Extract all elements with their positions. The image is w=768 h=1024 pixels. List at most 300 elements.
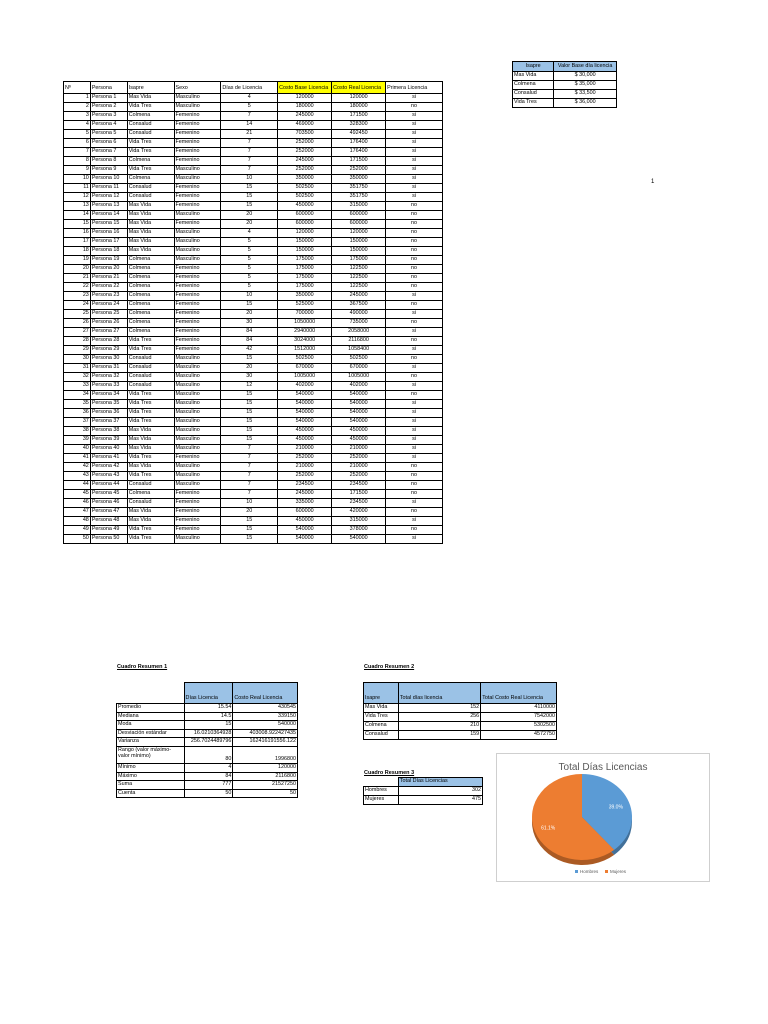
- cell-dias[interactable]: 5: [221, 274, 278, 283]
- cell-costo-real[interactable]: 171500: [332, 112, 386, 121]
- cell-sexo[interactable]: Masculino: [174, 229, 221, 238]
- pie-chart[interactable]: [496, 753, 710, 882]
- summary-cell[interactable]: 4: [184, 763, 233, 772]
- cell-num[interactable]: 7: [64, 148, 91, 157]
- cell-num[interactable]: 45: [64, 490, 91, 499]
- cell-num[interactable]: 5: [64, 130, 91, 139]
- cell-isapre[interactable]: Mas Vida: [127, 94, 174, 103]
- cell-isapre[interactable]: Consalud: [127, 184, 174, 193]
- cell-costo-base[interactable]: 252000: [278, 472, 332, 481]
- cell-persona[interactable]: Persona 21: [90, 274, 127, 283]
- chart-legend[interactable]: [575, 869, 627, 874]
- cell-costo-real[interactable]: 252000: [332, 166, 386, 175]
- cell-primera[interactable]: si: [386, 517, 443, 526]
- cell-isapre[interactable]: Vida Tres: [127, 139, 174, 148]
- cell-costo-base[interactable]: 600000: [278, 508, 332, 517]
- cell-isapre[interactable]: Consalud: [127, 355, 174, 364]
- cell-dias[interactable]: 15: [221, 427, 278, 436]
- cell-persona[interactable]: Persona 25: [90, 310, 127, 319]
- cell-costo-base[interactable]: 245000: [278, 490, 332, 499]
- cell-num[interactable]: 33: [64, 382, 91, 391]
- cell-num[interactable]: 46: [64, 499, 91, 508]
- cell-primera[interactable]: no: [386, 265, 443, 274]
- cell-primera[interactable]: si: [386, 445, 443, 454]
- cell-dias[interactable]: 5: [221, 238, 278, 247]
- cell-primera[interactable]: si: [386, 292, 443, 301]
- isapre-valor-cell[interactable]: $ 30,000: [554, 72, 617, 81]
- cell-costo-real[interactable]: 315000: [332, 202, 386, 211]
- cell-costo-base[interactable]: 2940000: [278, 328, 332, 337]
- summary-cell[interactable]: Vida Tres: [364, 713, 399, 722]
- cell-num[interactable]: 36: [64, 409, 91, 418]
- cell-primera[interactable]: no: [386, 283, 443, 292]
- cell-costo-base[interactable]: 210000: [278, 463, 332, 472]
- summary-cell[interactable]: 256: [398, 713, 480, 722]
- cell-primera[interactable]: si: [386, 139, 443, 148]
- isapre-name-cell[interactable]: Mas Vida: [513, 72, 554, 81]
- cell-persona[interactable]: Persona 20: [90, 265, 127, 274]
- cell-persona[interactable]: Persona 34: [90, 391, 127, 400]
- summary1-header-costo[interactable]: Costo Real Licencia: [233, 683, 298, 704]
- summary-cell[interactable]: 210: [398, 722, 480, 731]
- cell-costo-real[interactable]: 122500: [332, 274, 386, 283]
- cell-isapre[interactable]: Vida Tres: [127, 472, 174, 481]
- cell-isapre[interactable]: Colmena: [127, 490, 174, 499]
- cell-primera[interactable]: no: [386, 274, 443, 283]
- cell-costo-base[interactable]: 540000: [278, 409, 332, 418]
- cell-sexo[interactable]: Masculino: [174, 256, 221, 265]
- cell-isapre[interactable]: Colmena: [127, 283, 174, 292]
- cell-num[interactable]: 49: [64, 526, 91, 535]
- cell-costo-base[interactable]: 525000: [278, 301, 332, 310]
- summary-cell[interactable]: 777: [184, 781, 233, 790]
- cell-dias[interactable]: 15: [221, 400, 278, 409]
- cell-costo-real[interactable]: 540000: [332, 535, 386, 544]
- cell-dias[interactable]: 30: [221, 319, 278, 328]
- cell-isapre[interactable]: Mas Vida: [127, 220, 174, 229]
- cell-isapre[interactable]: Vida Tres: [127, 418, 174, 427]
- cell-primera[interactable]: si: [386, 157, 443, 166]
- cell-costo-base[interactable]: 502500: [278, 193, 332, 202]
- cell-costo-base[interactable]: 234500: [278, 481, 332, 490]
- cell-persona[interactable]: Persona 19: [90, 256, 127, 265]
- cell-persona[interactable]: Persona 27: [90, 328, 127, 337]
- cell-costo-base[interactable]: 540000: [278, 400, 332, 409]
- cell-costo-base[interactable]: 540000: [278, 391, 332, 400]
- cell-persona[interactable]: Persona 15: [90, 220, 127, 229]
- cell-persona[interactable]: Persona 45: [90, 490, 127, 499]
- cell-costo-real[interactable]: 450000: [332, 436, 386, 445]
- summary-cell[interactable]: 430545: [233, 704, 298, 713]
- cell-dias[interactable]: 4: [221, 94, 278, 103]
- cell-dias[interactable]: 20: [221, 310, 278, 319]
- cell-sexo[interactable]: Masculino: [174, 211, 221, 220]
- cell-costo-base[interactable]: 180000: [278, 103, 332, 112]
- cell-costo-real[interactable]: 670000: [332, 364, 386, 373]
- legend-label-hombres[interactable]: Hombres: [580, 869, 599, 874]
- cell-isapre[interactable]: Mas Vida: [127, 427, 174, 436]
- isapre-header-isapre[interactable]: Isapre: [513, 62, 554, 72]
- cell-isapre[interactable]: Vida Tres: [127, 346, 174, 355]
- cell-num[interactable]: 6: [64, 139, 91, 148]
- cell-persona[interactable]: Persona 16: [90, 229, 127, 238]
- cell-isapre[interactable]: Consalud: [127, 481, 174, 490]
- summary-cell[interactable]: 5302500: [481, 722, 557, 731]
- cell-costo-base[interactable]: 450000: [278, 202, 332, 211]
- summary-cell[interactable]: Mediana: [117, 712, 185, 721]
- header-num[interactable]: Nº: [64, 82, 91, 94]
- cell-isapre[interactable]: Colmena: [127, 301, 174, 310]
- cell-costo-real[interactable]: 367500: [332, 301, 386, 310]
- cell-primera[interactable]: si: [386, 400, 443, 409]
- cell-num[interactable]: 4: [64, 121, 91, 130]
- cell-sexo[interactable]: Femenino: [174, 283, 221, 292]
- cell-dias[interactable]: 15: [221, 409, 278, 418]
- cell-sexo[interactable]: Femenino: [174, 346, 221, 355]
- summary-cell[interactable]: 15.54: [184, 704, 233, 713]
- cell-persona[interactable]: Persona 33: [90, 382, 127, 391]
- cell-dias[interactable]: 5: [221, 283, 278, 292]
- cell-sexo[interactable]: Masculino: [174, 382, 221, 391]
- cell-dias[interactable]: 7: [221, 463, 278, 472]
- cell-isapre[interactable]: Mas Vida: [127, 202, 174, 211]
- cell-costo-base[interactable]: 252000: [278, 454, 332, 463]
- cell-num[interactable]: 1: [64, 94, 91, 103]
- cell-isapre[interactable]: Colmena: [127, 256, 174, 265]
- cell-sexo[interactable]: Masculino: [174, 373, 221, 382]
- cell-dias[interactable]: 15: [221, 202, 278, 211]
- cell-sexo[interactable]: Masculino: [174, 436, 221, 445]
- cell-primera[interactable]: no: [386, 373, 443, 382]
- cell-primera[interactable]: si: [386, 535, 443, 544]
- cell-costo-base[interactable]: 252000: [278, 166, 332, 175]
- cell-costo-base[interactable]: 210000: [278, 445, 332, 454]
- cell-sexo[interactable]: Femenino: [174, 193, 221, 202]
- cell-num[interactable]: 34: [64, 391, 91, 400]
- cell-persona[interactable]: Persona 7: [90, 148, 127, 157]
- cell-costo-base[interactable]: 252000: [278, 139, 332, 148]
- cell-persona[interactable]: Persona 24: [90, 301, 127, 310]
- cell-costo-real[interactable]: 175000: [332, 256, 386, 265]
- cell-costo-base[interactable]: 502500: [278, 355, 332, 364]
- cell-dias[interactable]: 7: [221, 445, 278, 454]
- cell-costo-real[interactable]: 210000: [332, 463, 386, 472]
- cell-isapre[interactable]: Vida Tres: [127, 391, 174, 400]
- cell-sexo[interactable]: Femenino: [174, 508, 221, 517]
- cell-costo-real[interactable]: 600000: [332, 220, 386, 229]
- cell-costo-base[interactable]: 540000: [278, 526, 332, 535]
- cell-costo-real[interactable]: 150000: [332, 238, 386, 247]
- cell-persona[interactable]: Persona 12: [90, 193, 127, 202]
- cell-num[interactable]: 23: [64, 292, 91, 301]
- isapre-name-cell[interactable]: Vida Tres: [513, 99, 554, 108]
- cell-num[interactable]: 40: [64, 445, 91, 454]
- cell-costo-real[interactable]: 120000: [332, 94, 386, 103]
- summary-cell[interactable]: 4572750: [481, 731, 557, 740]
- cell-isapre[interactable]: Colmena: [127, 175, 174, 184]
- cell-num[interactable]: 41: [64, 454, 91, 463]
- cell-costo-real[interactable]: 540000: [332, 391, 386, 400]
- cell-costo-base[interactable]: 540000: [278, 418, 332, 427]
- summary-cell[interactable]: Promedio: [117, 704, 185, 713]
- cell-primera[interactable]: no: [386, 202, 443, 211]
- cell-primera[interactable]: si: [386, 454, 443, 463]
- cell-num[interactable]: 32: [64, 373, 91, 382]
- cell-isapre[interactable]: Colmena: [127, 157, 174, 166]
- cell-primera[interactable]: si: [386, 184, 443, 193]
- cell-primera[interactable]: si: [386, 409, 443, 418]
- cell-persona[interactable]: Persona 4: [90, 121, 127, 130]
- summary1-range-costo[interactable]: 1996800: [233, 746, 298, 763]
- cell-dias[interactable]: 7: [221, 454, 278, 463]
- cell-isapre[interactable]: Mas Vida: [127, 517, 174, 526]
- cell-costo-base[interactable]: 502500: [278, 184, 332, 193]
- cell-isapre[interactable]: Mas Vida: [127, 211, 174, 220]
- cell-costo-real[interactable]: 315000: [332, 517, 386, 526]
- cell-primera[interactable]: si: [386, 130, 443, 139]
- cell-persona[interactable]: Persona 42: [90, 463, 127, 472]
- cell-primera[interactable]: si: [386, 94, 443, 103]
- cell-persona[interactable]: Persona 31: [90, 364, 127, 373]
- cell-persona[interactable]: Persona 3: [90, 112, 127, 121]
- cell-dias[interactable]: 21: [221, 130, 278, 139]
- summary-cell[interactable]: Máximo: [117, 772, 185, 781]
- summary-cell[interactable]: 162416191556.122: [233, 738, 298, 747]
- cell-dias[interactable]: 14: [221, 121, 278, 130]
- summary-cell[interactable]: Desviación estándar: [117, 729, 185, 738]
- cell-sexo[interactable]: Femenino: [174, 202, 221, 211]
- cell-dias[interactable]: 42: [221, 346, 278, 355]
- cell-persona[interactable]: Persona 29: [90, 346, 127, 355]
- cell-sexo[interactable]: Femenino: [174, 337, 221, 346]
- cell-costo-base[interactable]: 540000: [278, 535, 332, 544]
- cell-persona[interactable]: Persona 37: [90, 418, 127, 427]
- cell-costo-real[interactable]: 2116800: [332, 337, 386, 346]
- cell-persona[interactable]: Persona 9: [90, 166, 127, 175]
- summary-cell[interactable]: 84: [184, 772, 233, 781]
- cell-persona[interactable]: Persona 6: [90, 139, 127, 148]
- cell-sexo[interactable]: Femenino: [174, 274, 221, 283]
- cell-num[interactable]: 15: [64, 220, 91, 229]
- cell-sexo[interactable]: Femenino: [174, 328, 221, 337]
- cell-isapre[interactable]: Colmena: [127, 265, 174, 274]
- cell-costo-real[interactable]: 540000: [332, 409, 386, 418]
- cell-primera[interactable]: no: [386, 526, 443, 535]
- cell-costo-base[interactable]: 600000: [278, 211, 332, 220]
- cell-primera[interactable]: no: [386, 247, 443, 256]
- summary-cell[interactable]: Varianza: [117, 738, 185, 747]
- cell-costo-real[interactable]: 176400: [332, 148, 386, 157]
- header-dias[interactable]: Días de Licencia: [221, 82, 278, 94]
- cell-dias[interactable]: 10: [221, 292, 278, 301]
- cell-num[interactable]: 50: [64, 535, 91, 544]
- cell-costo-real[interactable]: 2058000: [332, 328, 386, 337]
- cell-num[interactable]: 25: [64, 310, 91, 319]
- cell-persona[interactable]: Persona 49: [90, 526, 127, 535]
- cell-persona[interactable]: Persona 36: [90, 409, 127, 418]
- cell-num[interactable]: 37: [64, 418, 91, 427]
- cell-isapre[interactable]: Vida Tres: [127, 103, 174, 112]
- cell-persona[interactable]: Persona 48: [90, 517, 127, 526]
- cell-isapre[interactable]: Consalud: [127, 382, 174, 391]
- cell-isapre[interactable]: Vida Tres: [127, 400, 174, 409]
- stray-cell-value[interactable]: 1: [651, 179, 655, 185]
- cell-primera[interactable]: no: [386, 472, 443, 481]
- cell-persona[interactable]: Persona 23: [90, 292, 127, 301]
- cell-costo-base[interactable]: 175000: [278, 274, 332, 283]
- summary-cell[interactable]: 120000: [233, 763, 298, 772]
- summary-cell[interactable]: 339150: [233, 712, 298, 721]
- cell-sexo[interactable]: Femenino: [174, 517, 221, 526]
- cell-sexo[interactable]: Masculino: [174, 463, 221, 472]
- cell-sexo[interactable]: Femenino: [174, 130, 221, 139]
- cell-costo-base[interactable]: 175000: [278, 283, 332, 292]
- isapre-name-cell[interactable]: Consalud: [513, 90, 554, 99]
- cell-costo-real[interactable]: 150000: [332, 247, 386, 256]
- cell-persona[interactable]: Persona 14: [90, 211, 127, 220]
- cell-costo-real[interactable]: 1005000: [332, 373, 386, 382]
- cell-isapre[interactable]: Colmena: [127, 319, 174, 328]
- summary2-header-costo[interactable]: Total Costo Real Licencia: [481, 683, 557, 704]
- cell-costo-real[interactable]: 252000: [332, 454, 386, 463]
- cell-isapre[interactable]: Mas Vida: [127, 508, 174, 517]
- cell-isapre[interactable]: Vida Tres: [127, 148, 174, 157]
- cell-sexo[interactable]: Masculino: [174, 391, 221, 400]
- cell-primera[interactable]: no: [386, 508, 443, 517]
- cell-dias[interactable]: 84: [221, 328, 278, 337]
- cell-costo-real[interactable]: 328300: [332, 121, 386, 130]
- cell-sexo[interactable]: Masculino: [174, 472, 221, 481]
- cell-num[interactable]: 10: [64, 175, 91, 184]
- cell-primera[interactable]: si: [386, 121, 443, 130]
- isapre-name-cell[interactable]: Colmena: [513, 81, 554, 90]
- cell-num[interactable]: 12: [64, 193, 91, 202]
- cell-num[interactable]: 3: [64, 112, 91, 121]
- cell-persona[interactable]: Persona 13: [90, 202, 127, 211]
- cell-persona[interactable]: Persona 2: [90, 103, 127, 112]
- cell-dias[interactable]: 5: [221, 103, 278, 112]
- cell-costo-real[interactable]: 735000: [332, 319, 386, 328]
- cell-primera[interactable]: si: [386, 310, 443, 319]
- cell-primera[interactable]: si: [386, 364, 443, 373]
- cell-sexo[interactable]: Femenino: [174, 148, 221, 157]
- cell-primera[interactable]: no: [386, 490, 443, 499]
- cell-primera[interactable]: si: [386, 346, 443, 355]
- cell-costo-base[interactable]: 245000: [278, 157, 332, 166]
- summary-cell[interactable]: 16.0210364928: [184, 729, 233, 738]
- cell-costo-base[interactable]: 469000: [278, 121, 332, 130]
- header-costo-base[interactable]: Costo Base Licencia: [278, 82, 332, 94]
- cell-primera[interactable]: no: [386, 238, 443, 247]
- cell-primera[interactable]: no: [386, 211, 443, 220]
- cell-sexo[interactable]: Femenino: [174, 301, 221, 310]
- cell-isapre[interactable]: Consalud: [127, 193, 174, 202]
- cell-num[interactable]: 43: [64, 472, 91, 481]
- cell-isapre[interactable]: Colmena: [127, 292, 174, 301]
- cell-sexo[interactable]: Femenino: [174, 454, 221, 463]
- summary-cell[interactable]: 302: [398, 786, 482, 795]
- header-costo-real[interactable]: Costo Real Licencia: [332, 82, 386, 94]
- cell-persona[interactable]: Persona 47: [90, 508, 127, 517]
- cell-num[interactable]: 13: [64, 202, 91, 211]
- cell-sexo[interactable]: Masculino: [174, 400, 221, 409]
- summary-cell[interactable]: Cuenta: [117, 789, 185, 798]
- cell-dias[interactable]: 5: [221, 247, 278, 256]
- cell-num[interactable]: 48: [64, 517, 91, 526]
- header-isapre[interactable]: Isapre: [127, 82, 174, 94]
- cell-isapre[interactable]: Consalud: [127, 499, 174, 508]
- cell-costo-base[interactable]: 1512000: [278, 346, 332, 355]
- cell-primera[interactable]: no: [386, 301, 443, 310]
- cell-sexo[interactable]: Femenino: [174, 292, 221, 301]
- cell-dias[interactable]: 15: [221, 184, 278, 193]
- cell-dias[interactable]: 15: [221, 391, 278, 400]
- cell-dias[interactable]: 20: [221, 508, 278, 517]
- cell-num[interactable]: 19: [64, 256, 91, 265]
- cell-primera[interactable]: no: [386, 220, 443, 229]
- cell-num[interactable]: 26: [64, 319, 91, 328]
- cell-primera[interactable]: si: [386, 166, 443, 175]
- header-persona[interactable]: Persona: [90, 82, 127, 94]
- cell-primera[interactable]: si: [386, 112, 443, 121]
- cell-sexo[interactable]: Femenino: [174, 319, 221, 328]
- cell-persona[interactable]: Persona 50: [90, 535, 127, 544]
- cell-persona[interactable]: Persona 26: [90, 319, 127, 328]
- cell-dias[interactable]: 4: [221, 229, 278, 238]
- cell-num[interactable]: 28: [64, 337, 91, 346]
- cell-primera[interactable]: si: [386, 427, 443, 436]
- cell-dias[interactable]: 15: [221, 535, 278, 544]
- cell-primera[interactable]: si: [386, 328, 443, 337]
- cell-isapre[interactable]: Vida Tres: [127, 526, 174, 535]
- cell-costo-real[interactable]: 420000: [332, 508, 386, 517]
- cell-dias[interactable]: 10: [221, 175, 278, 184]
- cell-costo-real[interactable]: 378000: [332, 526, 386, 535]
- cell-sexo[interactable]: Femenino: [174, 499, 221, 508]
- cell-costo-real[interactable]: 120000: [332, 229, 386, 238]
- cell-persona[interactable]: Persona 39: [90, 436, 127, 445]
- cell-costo-base[interactable]: 175000: [278, 256, 332, 265]
- summary3-header-dias[interactable]: Total Días Licencias: [398, 778, 482, 787]
- cell-costo-real[interactable]: 1058400: [332, 346, 386, 355]
- cell-costo-base[interactable]: 450000: [278, 427, 332, 436]
- cell-persona[interactable]: Persona 41: [90, 454, 127, 463]
- cell-costo-base[interactable]: 1005000: [278, 373, 332, 382]
- cell-isapre[interactable]: Colmena: [127, 112, 174, 121]
- cell-costo-base[interactable]: 703500: [278, 130, 332, 139]
- cell-costo-base[interactable]: 402000: [278, 382, 332, 391]
- cell-primera[interactable]: no: [386, 256, 443, 265]
- cell-costo-real[interactable]: 176400: [332, 139, 386, 148]
- summary-cell[interactable]: Hombres: [364, 786, 399, 795]
- cell-primera[interactable]: no: [386, 103, 443, 112]
- cell-persona[interactable]: Persona 44: [90, 481, 127, 490]
- cell-sexo[interactable]: Femenino: [174, 139, 221, 148]
- cell-costo-base[interactable]: 350000: [278, 175, 332, 184]
- cell-primera[interactable]: si: [386, 499, 443, 508]
- cell-primera[interactable]: no: [386, 337, 443, 346]
- cell-costo-real[interactable]: 180000: [332, 103, 386, 112]
- cell-isapre[interactable]: Mas Vida: [127, 445, 174, 454]
- summary-cell[interactable]: 540000: [233, 721, 298, 730]
- cell-num[interactable]: 27: [64, 328, 91, 337]
- cell-primera[interactable]: si: [386, 382, 443, 391]
- cell-isapre[interactable]: Colmena: [127, 274, 174, 283]
- cell-costo-base[interactable]: 450000: [278, 517, 332, 526]
- cell-costo-real[interactable]: 450000: [332, 427, 386, 436]
- cell-costo-real[interactable]: 540000: [332, 418, 386, 427]
- cell-costo-base[interactable]: 700000: [278, 310, 332, 319]
